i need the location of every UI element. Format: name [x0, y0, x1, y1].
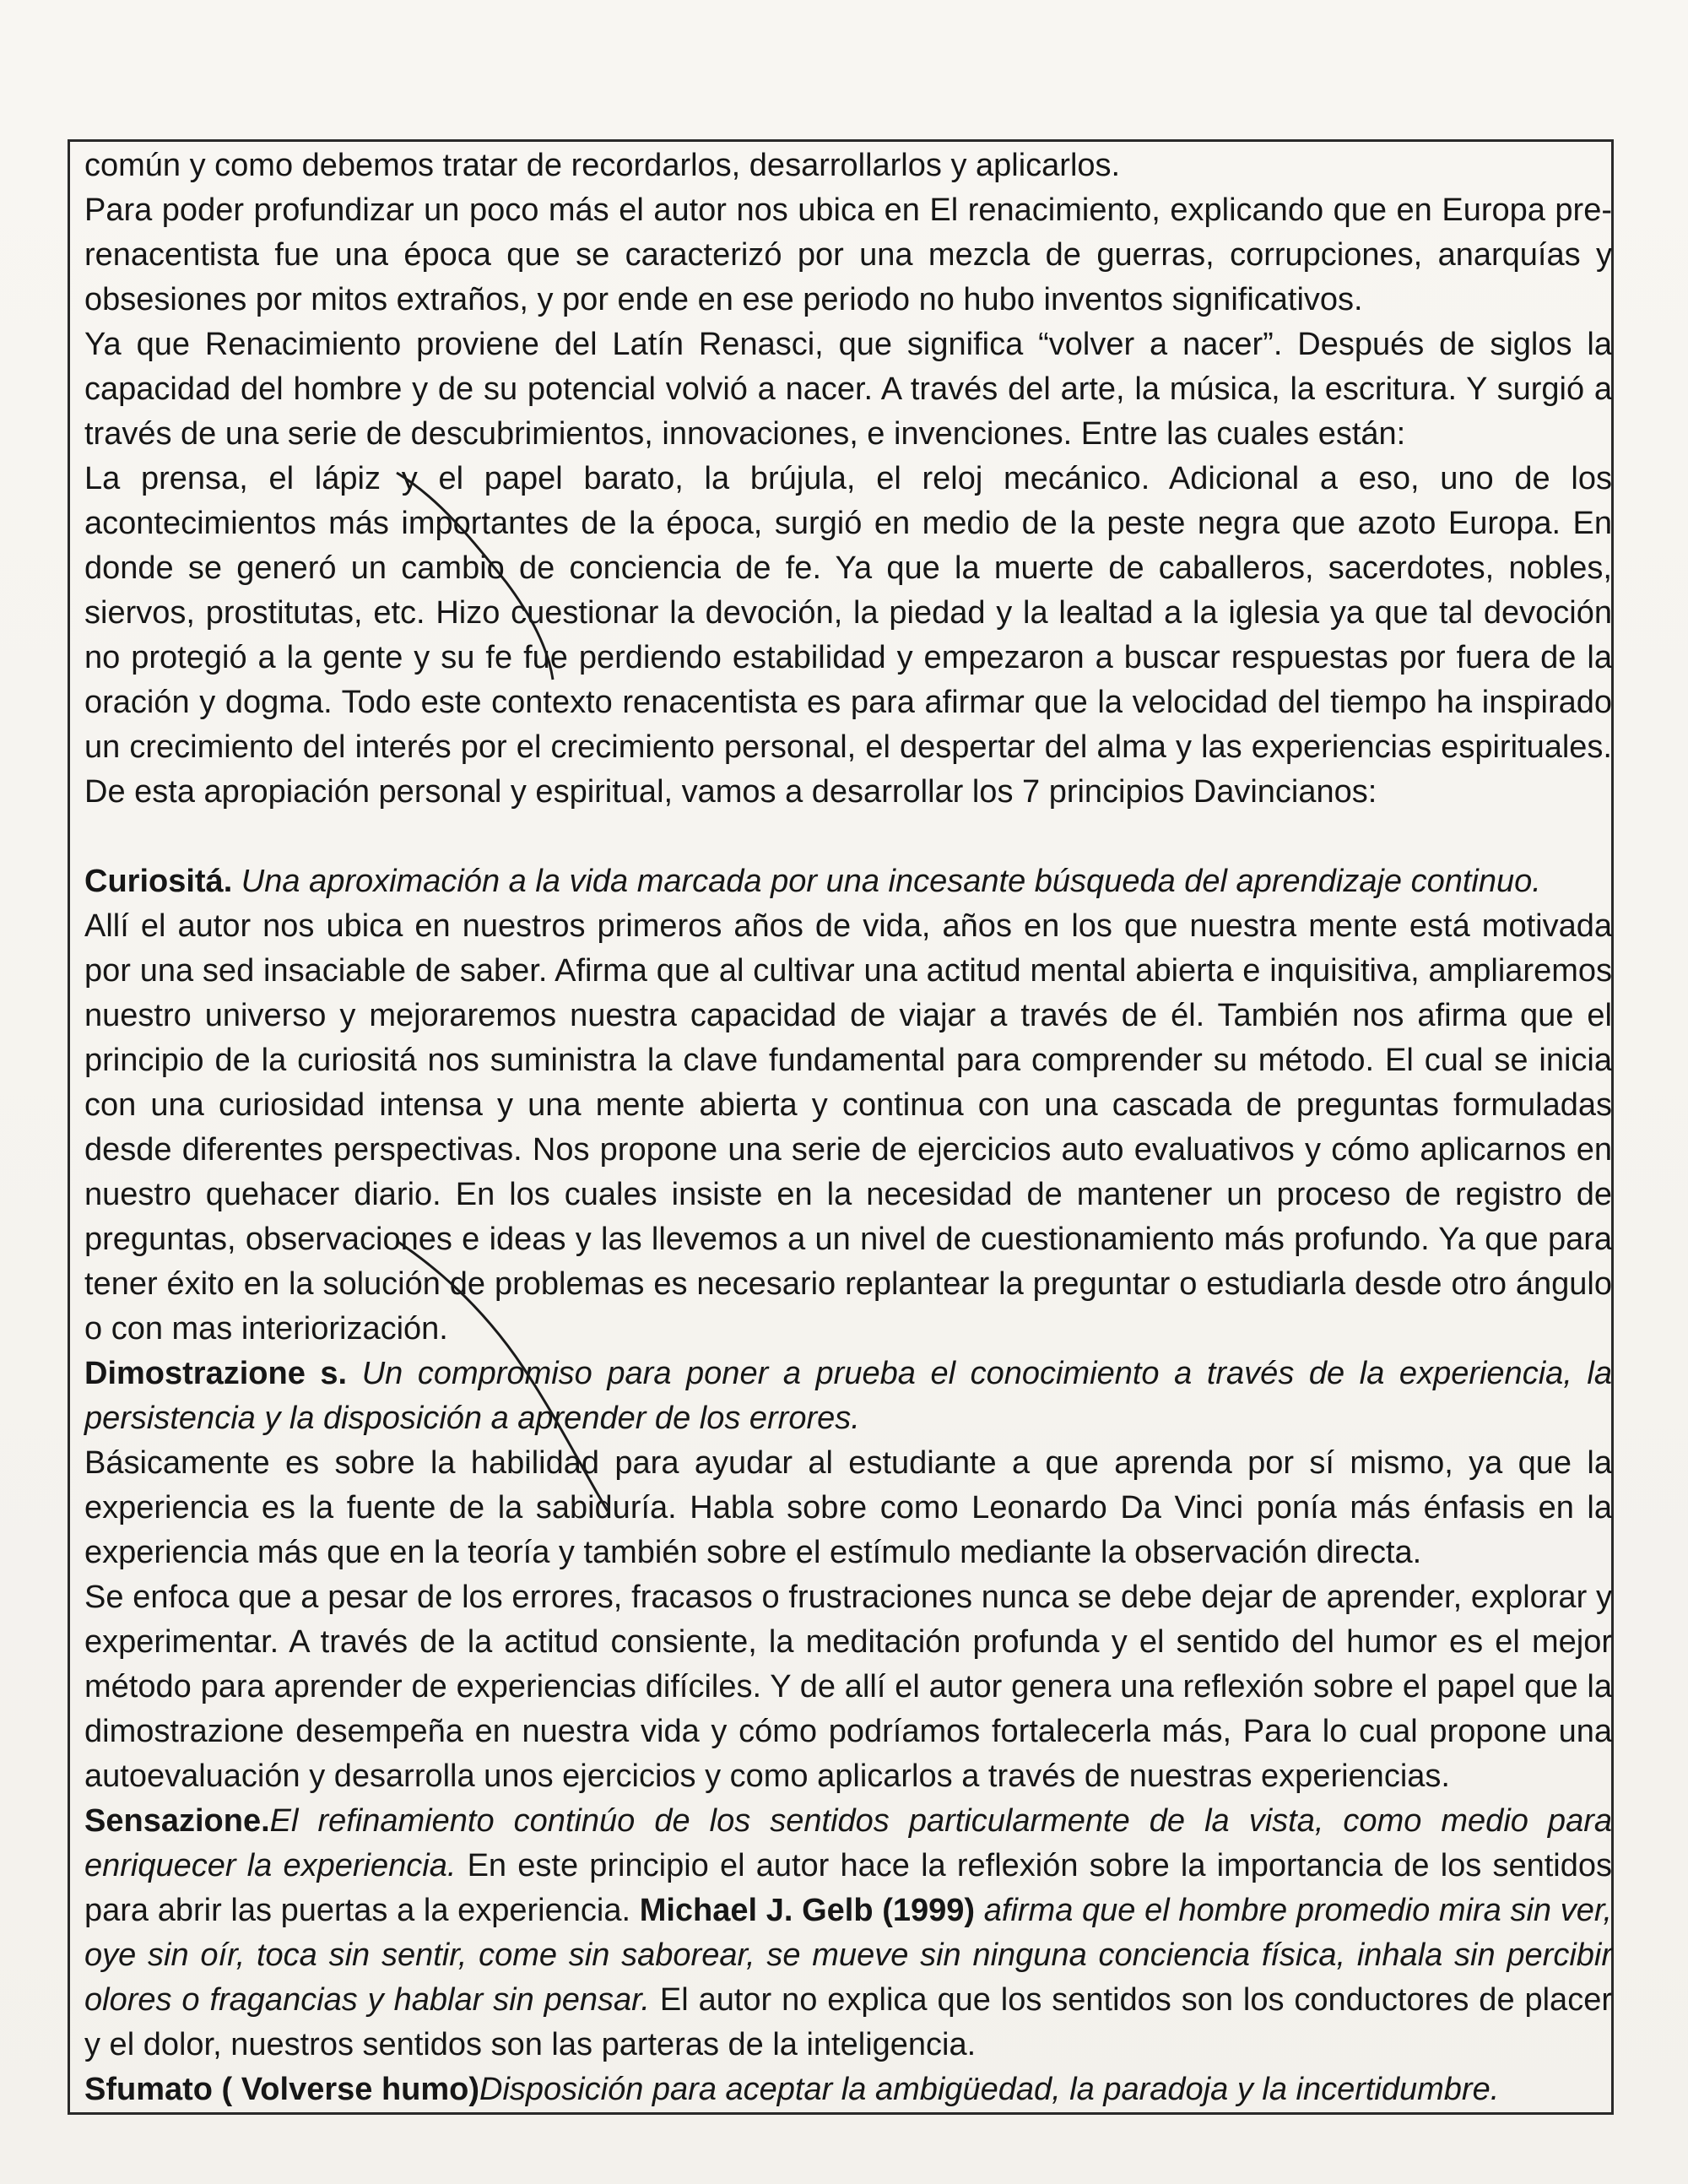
sensazione-author: Michael J. Gelb (1999) — [639, 1893, 976, 1928]
document-body — [84, 144, 1612, 2112]
paragraph-sensazione — [84, 1799, 1612, 2067]
sensazione-quote: afirma que el hombre promedio mira sin ver, oye sin oír, toca sin sentir, come sin saborear, se mueve sin ninguna conciencia física, inhala sin percibir olores o fragancias y hablar sin pensar. — [84, 1893, 1612, 2018]
paragraph-intro-line: común y como debemos tratar de recordarlos, desarrollarlos y aplicarlos. — [84, 148, 1121, 183]
heading-dimostrazione — [84, 1352, 1612, 1441]
sensazione-title: Sensazione. — [84, 1803, 270, 1839]
paragraph-renacimiento: Para poder profundizar un poco más el autor nos ubica en El renacimiento, explicando que en Europa pre-renacentista fue una época que se caracterizó por una mezcla de guerras, corrupciones, anarquías y obsesiones por mitos extraños, y por ende en ese periodo no hubo inventos significativos. — [84, 192, 1612, 317]
paragraph-dimostrazione-1: Básicamente es sobre la habilidad para ayudar al estudiante a que aprenda por sí mismo, ya que la experiencia es la fuente de la sabiduría. Habla sobre como Leonardo Da Vinci ponía más énfasis en la experiencia más que en la teoría y también sobre el estímulo mediante la observación directa. — [84, 1445, 1612, 1570]
paragraph-renasci: Ya que Renacimiento proviene del Latín Renasci, que significa “volver a nacer”. Después de siglos la capacidad del hombre y de su potencial volvió a nacer. A través del arte, la música, la escritura. Y surgió a través de una serie de descubrimientos, innovaciones, e invenciones. Entre las cuales están: — [84, 327, 1612, 452]
curiosita-title: Curiositá. — [84, 864, 233, 899]
sensazione-text-2: El autor no explica que los sentidos son los conductores de placer y el dolor, nuestros sentidos son las parteras de la inteligencia. — [84, 1982, 1612, 2062]
paragraph-curiosita: Allí el autor nos ubica en nuestros primeros años de vida, años en los que nuestra mente está motivada por una sed insaciable de saber. Afirma que al cultivar una actitud mental abierta e inquisitiva, ampliaremos nuestro universo y mejoraremos nuestra capacidad de viajar a través de él. También nos afirma que el principio de la curiositá nos suministra la clave fundamental para comprender su método. El cual se inicia con una curiosidad intensa y una mente abierta y continua con una cascada de preguntas formuladas desde diferentes perspectivas. Nos propone una serie de ejercicios auto evaluativos y cómo aplicarnos en nuestro quehacer diario. En los cuales insiste en la necesidad de mantener un proceso de registro de preguntas, observaciones e ideas y las llevemos a un nivel de cuestionamiento más profundo. Ya que para tener éxito en la solución de problemas es necesario replantear la preguntar o estudiarla desde otro ángulo o con mas interiorización. — [84, 908, 1612, 1347]
sfumato-definition: Disposición para aceptar la ambigüedad, la paradoja y la incertidumbre. — [479, 2072, 1500, 2107]
heading-curiosita — [84, 859, 1612, 904]
sfumato-title: Sfumato ( Volverse humo) — [84, 2072, 480, 2107]
dimostrazione-definition: Un compromiso para poner a prueba el conocimiento a través de la experiencia, la persistencia y la disposición a aprender de los errores. — [84, 1356, 1612, 1436]
paragraph-inventos: La prensa, el lápiz y el papel barato, la brújula, el reloj mecánico. Adicional a eso, uno de los acontecimientos más importantes de la época, surgió en medio de la peste negra que azoto Europa. En donde se generó un cambio de conciencia de fe. Ya que la muerte de caballeros, sacerdotes, nobles, siervos, prostitutas, etc. Hizo cuestionar la devoción, la piedad y la lealtad a la iglesia ya que tal devoción no protegió a la gente y su fe fue perdiendo estabilidad y empezaron a buscar respuestas por fuera de la oración y dogma. Todo este contexto renacentista es para afirmar que la velocidad del tiempo ha inspirado un crecimiento del interés por el crecimiento personal, el despertar del alma y las experiencias espirituales. De esta apropiación personal y espiritual, vamos a desarrollar los 7 principios Davincianos: — [84, 461, 1612, 810]
sensazione-definition: El refinamiento continúo de los sentidos particularmente de la vista, como medio para enriquecer la experiencia. — [84, 1803, 1612, 1883]
paragraph-dimostrazione-2: Se enfoca que a pesar de los errores, fracasos o frustraciones nunca se debe dejar de aprender, explorar y experimentar. A través de la actitud consiente, la meditación profunda y el sentido del humor es el mejor método para aprender de experiencias difíciles. Y de allí el autor genera una reflexión sobre el papel que la dimostrazione desempeña en nuestra vida y cómo podríamos fortalecerla más, Para lo cual propone una autoevaluación y desarrolla unos ejercicios y como aplicarlos a través de nuestras experiencias. — [84, 1580, 1612, 1794]
paragraph-gap — [84, 815, 1612, 859]
sensazione-text: En este principio el autor hace la reflexión sobre la importancia de los sentidos para abrir las puertas a la experiencia. — [84, 1848, 1612, 1928]
heading-sfumato — [84, 2067, 1612, 2112]
curiosita-definition: Una aproximación a la vida marcada por una incesante búsqueda del aprendizaje continuo. — [232, 864, 1541, 899]
dimostrazione-title: Dimostrazione s. — [84, 1356, 348, 1391]
